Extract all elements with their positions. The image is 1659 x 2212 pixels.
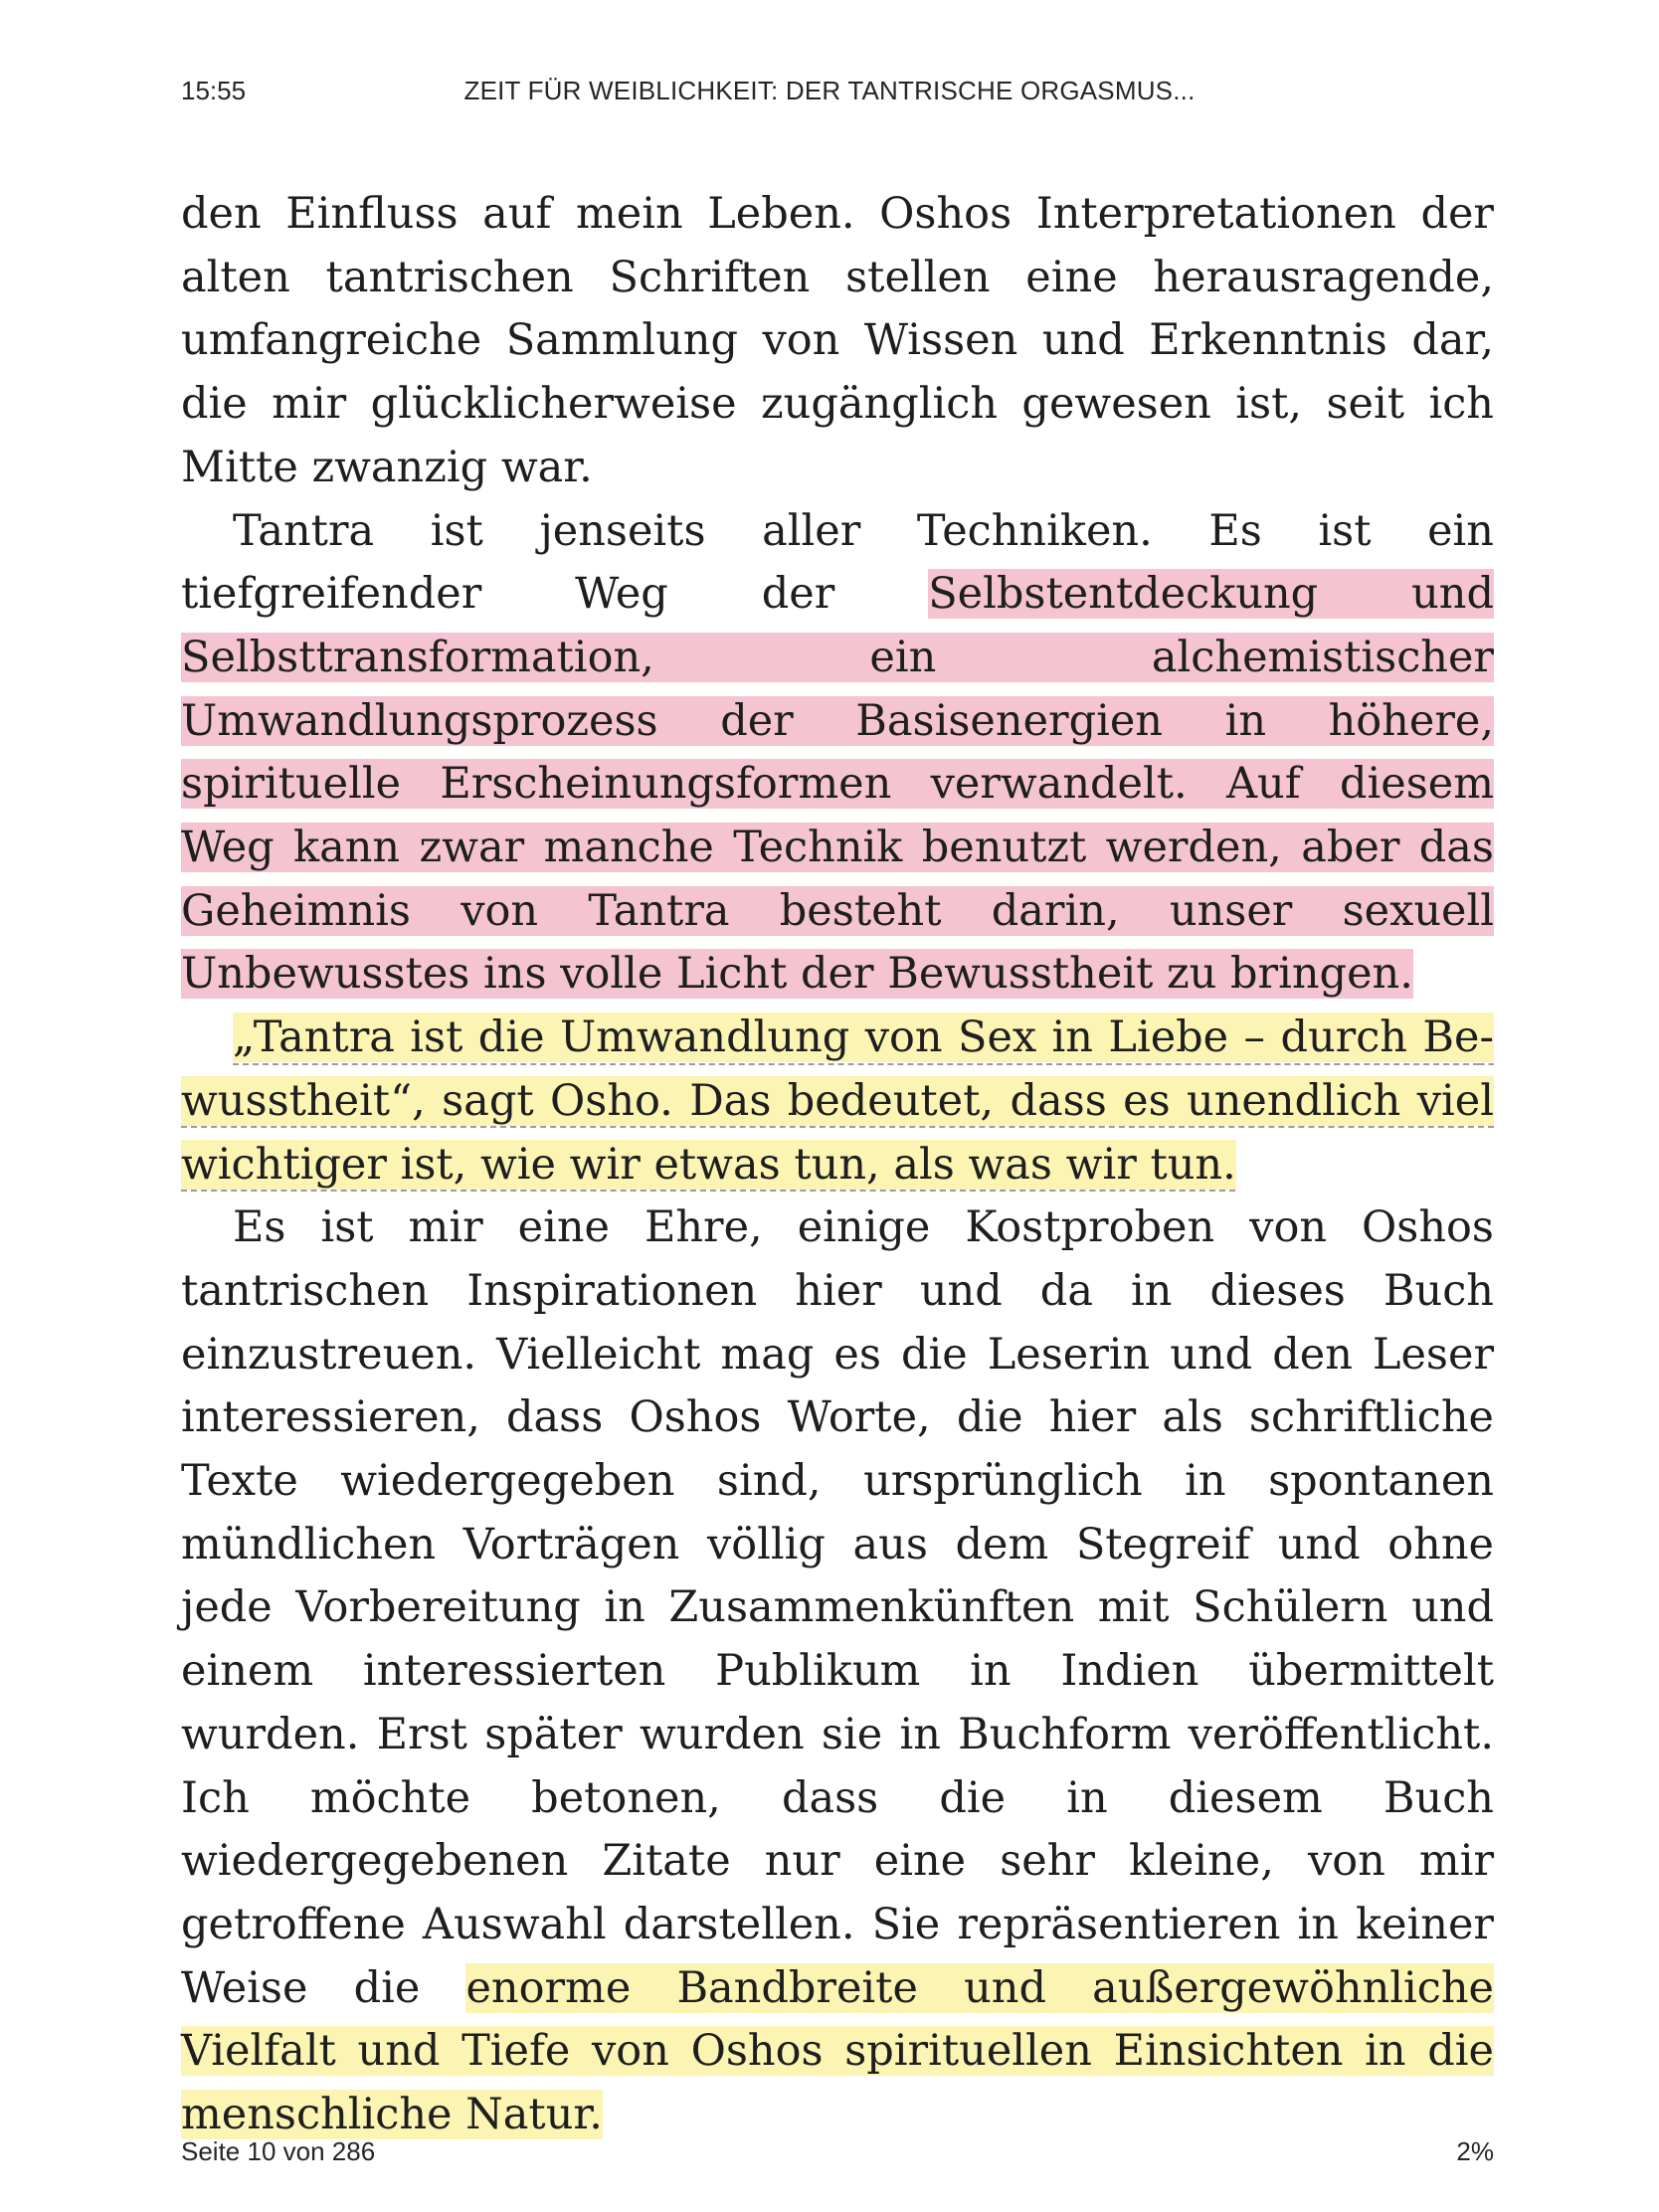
reading-progress: 2% (1456, 2136, 1494, 2166)
pink-highlight[interactable]: Selbstentdeckung und Selbsttransformation, ein alchemistischer Umwandlungsprozess der Basisenergien in höhere, spirituelle Erscheinungsformen verwandelt. Auf diesem Weg kann zwar manche Technik benutzt werden, aber das Geheimnis von Tantra besteht darin, unser sexuell Unbewusstes ins volle Licht der Bewusstheit zu bringen. (181, 569, 1494, 1000)
book-title[interactable]: ZEIT FÜR WEIBLICHKEIT: DER TANTRISCHE ORGASMUS... (463, 76, 1196, 105)
status-time: 15:55 (181, 76, 247, 105)
page-number: Seite 10 von 286 (181, 2136, 376, 2166)
yellow-highlight[interactable]: enorme Bandbreite und außergewöhnliche Vielfalt und Tiefe von Oshos spirituellen Einsichten in die menschliche Natur. (181, 1962, 1494, 2140)
yellow-highlight-with-note[interactable]: „Tantra ist die Umwandlung von Sex in Liebe – durch Bewusstheit“, sagt Osho. Das bedeutet, dass es unendlich viel wichtiger ist, wie wir etwas tun, als was wir tun. (181, 1013, 1494, 1190)
reader-footer (0, 2136, 1659, 2176)
paragraph-3 (181, 1007, 1494, 1197)
paragraph-4-text: Es ist mir eine Ehre, einige Kostproben von Oshos tantrischen Inspirationen hier und da in dieses Buch einzustreuen. Vielleicht mag es die Leserin und den Leser interessieren, dass Oshos Worte, die hier als schriftliche Texte wiedergegeben sind, ursprünglich in spontanen mündlichen Vorträgen völlig aus dem Stegreif und ohne jede Vorbereitung in Zusammenkünften mit Schülern und einem interessierten Publikum in Indien übermittelt wurden. Erst später wurden sie in Buchform veröffentlicht. Ich möchte betonen, dass die in diesem Buch wiedergegebenen Zitate nur eine sehr kleine, von mir getroffene Auswahl darstellen. Sie repräsentieren in keiner Weise die (181, 1202, 1494, 2013)
reader-header (0, 68, 1659, 117)
page-content[interactable] (181, 183, 1494, 2147)
paragraph-4 (181, 1197, 1494, 2147)
paragraph-2 (181, 500, 1494, 1008)
paragraph-1: den Einfluss auf mein Leben. Oshos Interpretationen der alten tantrischen Schriften stellen eine herausragende, umfangreiche Sammlung von Wissen und Erkenntnis dar, die mir glücklicherweise zugänglich gewesen ist, seit ich Mitte zwanzig war. (181, 189, 1494, 492)
paragraph-2-text: Tantra ist jenseits aller Techniken. Es ist ein tiefgreifender Weg der (181, 505, 1494, 620)
